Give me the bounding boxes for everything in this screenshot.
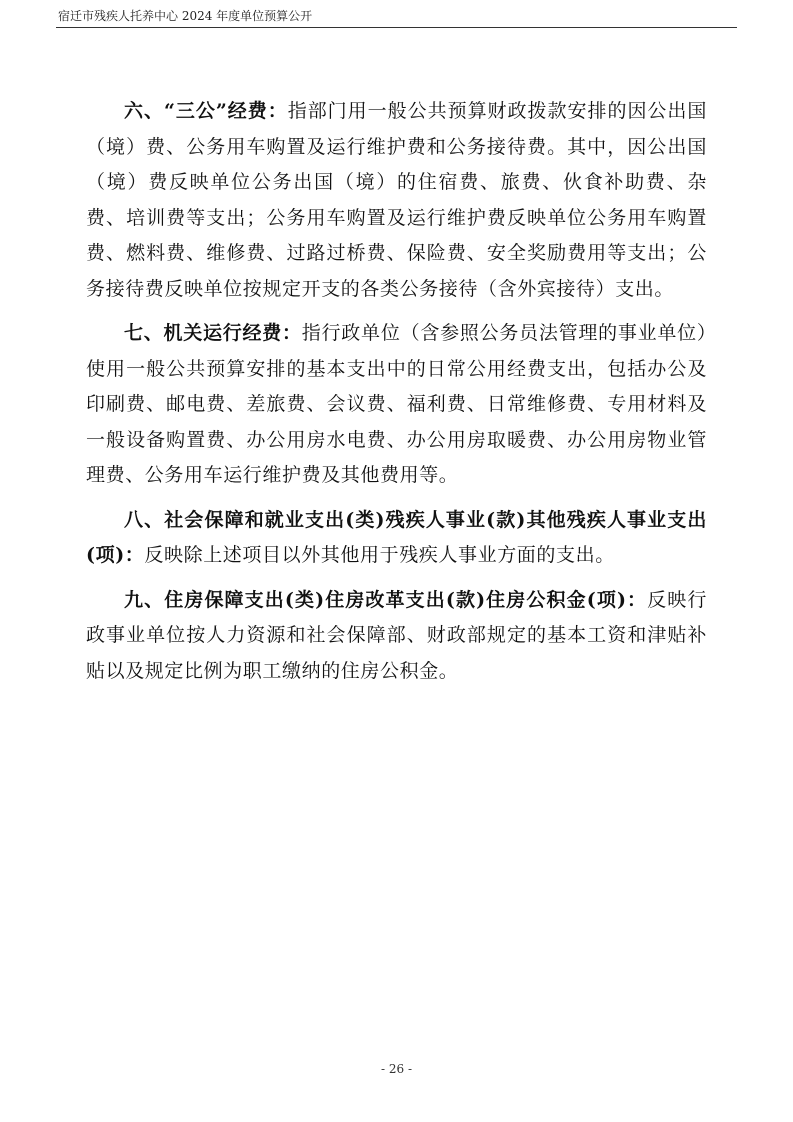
- term-definition: 指行政单位（含参照公务员法管理的事业单位）使用一般公共预算安排的基本支出中的日常公用经费支出，包括办公及印刷费、邮电费、差旅费、会议费、福利费、日常维修费、专用材料及一般设备购置费、办公用房水电费、办公用房取暖费、办公用房物业管理费、公务用车运行维护费及其他费用等。: [86, 322, 707, 486]
- paragraph-agency-operating-expenses: [86, 316, 707, 494]
- document-body: [86, 94, 707, 698]
- term-definition: 反映除上述项目以外其他用于残疾人事业方面的支出。: [144, 544, 615, 566]
- header-divider: [56, 27, 737, 28]
- term-definition: 指部门用一般公共预算财政拨款安排的因公出国（境）费、公务用车购置及运行维护费和公务接待费。其中，因公出国（境）费反映单位公务出国（境）的住宿费、旅费、伙食补助费、杂费、培训费等支出；公务用车购置及运行维护费反映单位公务用车购置费、燃料费、维修费、过路过桥费、保险费、安全奖励费用等支出；公务接待费反映单位按规定开支的各类公务接待（含外宾接待）支出。: [86, 100, 707, 300]
- paragraph-disability-expenditure: [86, 503, 707, 574]
- paragraph-three-public-expenses: [86, 94, 707, 307]
- term-heading: 六、“三公”经费：: [124, 100, 288, 122]
- page-number: - 26 -: [380, 1062, 412, 1076]
- term-heading: 九、住房保障支出(类)住房改革支出(款)住房公积金(项)：: [124, 588, 648, 611]
- term-definition: 反映行政事业单位按人力资源和社会保障部、财政部规定的基本工资和津贴补贴以及规定比例为职工缴纳的住房公积金。: [86, 588, 707, 682]
- term-heading: 七、机关运行经费：: [124, 322, 302, 344]
- term-heading: 八、社会保障和就业支出(类)残疾人事业(款)其他残疾人事业支出(项)：: [86, 508, 707, 566]
- paragraph-housing-fund: [86, 583, 707, 690]
- page-header-title: 宿迁市残疾人托养中心 2024 年度单位预算公开: [58, 9, 313, 23]
